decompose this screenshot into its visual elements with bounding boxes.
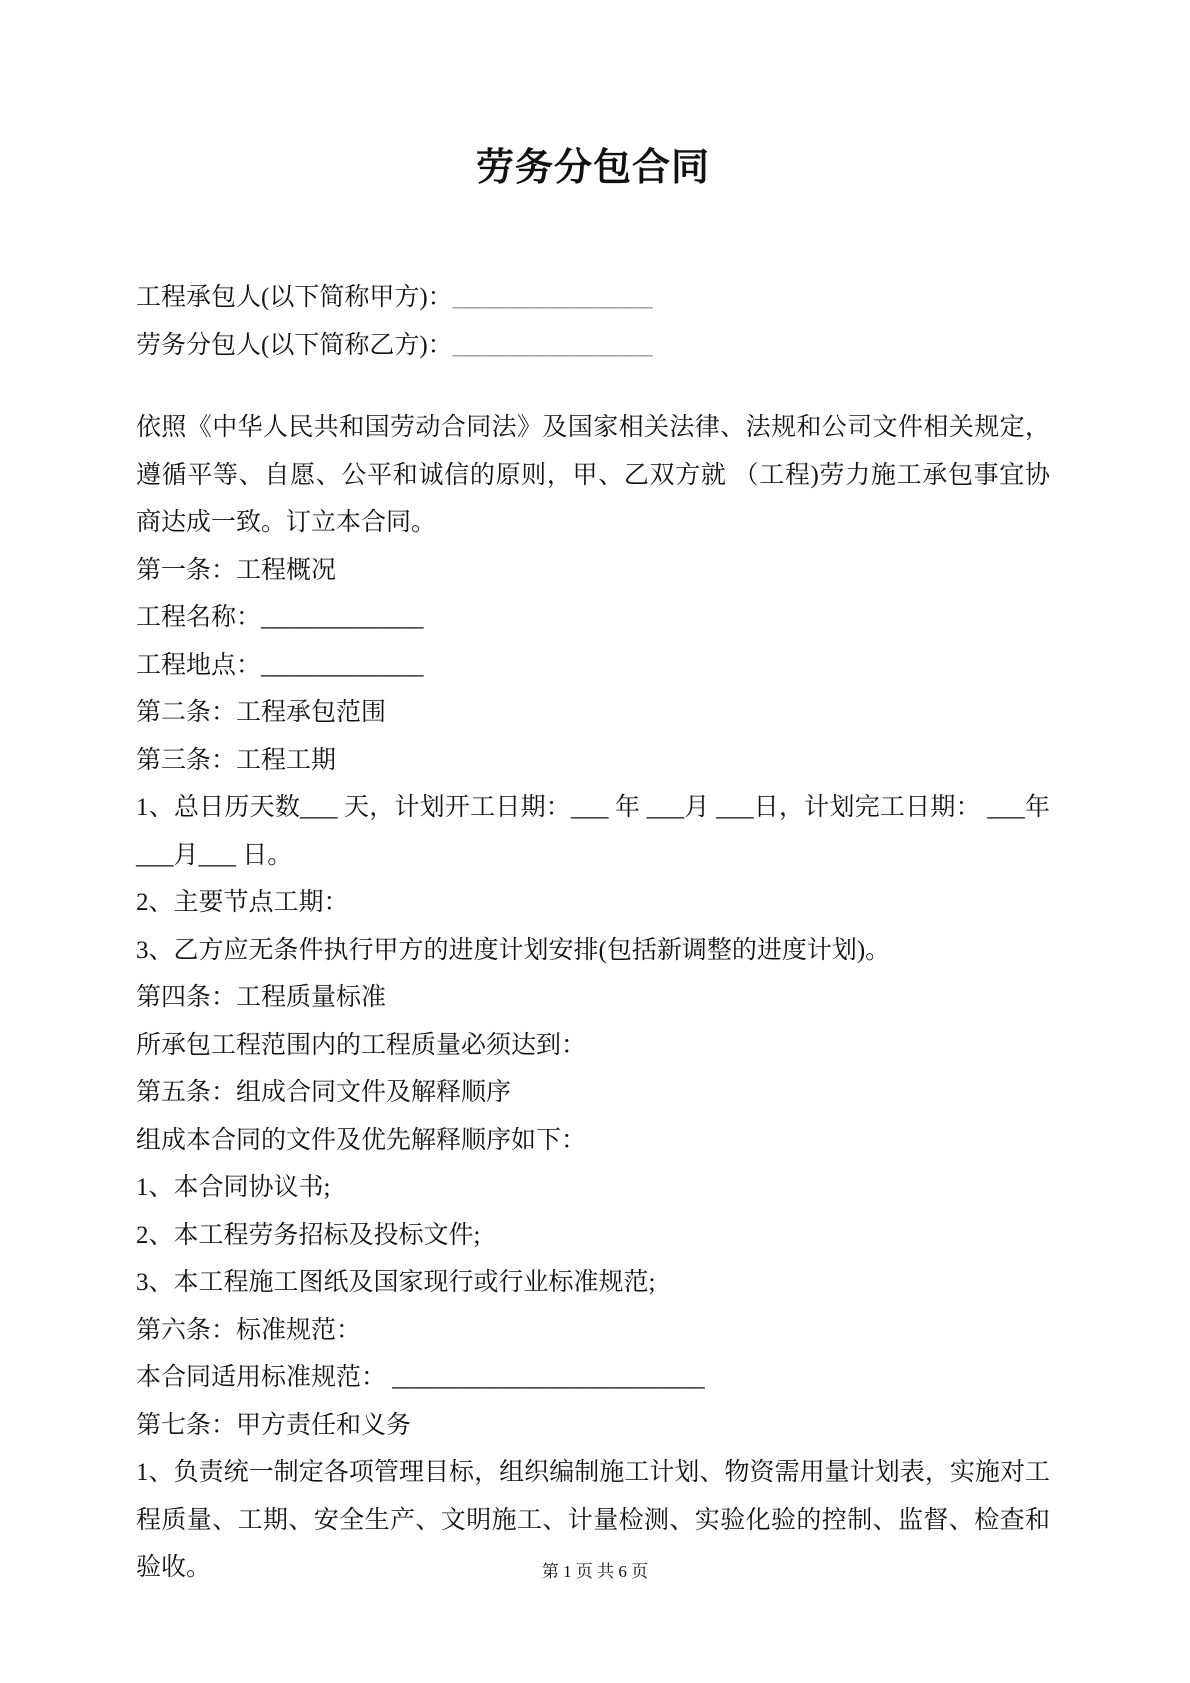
clause-5-item-1: 1、本合同协议书; [136,1174,331,1201]
clause-5-item-2: 2、本工程劳务招标及投标文件; [136,1221,481,1249]
clause-5-text: 组成本合同的文件及优先解释顺序如下： [136,1126,587,1154]
party-b-label: 劳务分包人(以下简称乙方)： [136,331,453,359]
clause-7-item-1: 1、负责统一制定各项管理目标，组织编制施工计划、物资需用量计划表，实施对工程质量、工期、安全生产、文明施工、计量检测、实验化验的控制、监督、检查和验收。 [136,1459,1050,1581]
clause-4-heading: 第四条：工程质量标准 [136,984,387,1011]
clause-6-heading: 第六条：标准规范： [136,1316,362,1344]
project-location-line: 工程地点：_____________ [136,651,424,679]
clause-3-item-2: 2、主要节点工期： [136,889,349,916]
party-a-line [136,274,1050,322]
party-a-blank-field: ________________ [452,284,653,311]
clause-3-item-1: 1、总日历天数___ 天，计划开工日期：___ 年 ___月 ___日，计划完工日期： ___年 ___月___ 日。 [136,794,1050,869]
clause-5-item-3: 3、本工程施工图纸及国家现行或行业标准规范; [136,1269,656,1296]
page-footer [0,1560,1190,1584]
document-title: 劳务分包合同 [475,147,710,189]
clause-4-text: 所承包工程范围内的工程质量必须达到： [136,1031,587,1059]
parties-section [136,274,1050,369]
contract-body [136,404,1050,1592]
document-content [136,0,1050,1592]
clause-1-heading: 第一条：工程概况 [136,556,337,584]
party-a-label: 工程承包人(以下简称甲方)： [136,284,453,311]
project-name-line: 工程名称：_____________ [136,604,424,631]
clause-3-heading: 第三条：工程工期 [136,746,337,774]
preamble-paragraph: 依照《中华人民共和国劳动合同法》及国家相关法律、法规和公司文件相关规定，遵循平等、自愿、公平和诚信的原则，甲、乙双方就 （工程)劳力施工承包事宜协商达成一致。订立本合同。 [136,414,1050,536]
clause-6-standard-line: 本合同适用标准规范： _________________________ [136,1364,705,1391]
party-b-blank-field: ________________ [452,331,653,359]
clause-5-heading: 第五条：组成合同文件及解释顺序 [136,1079,512,1106]
party-b-line [136,322,1050,370]
clause-3-item-3: 3、乙方应无条件执行甲方的进度计划安排(包括新调整的进度计划)。 [136,936,891,964]
clause-2-heading: 第二条：工程承包范围 [136,699,387,726]
clause-7-heading: 第七条：甲方责任和义务 [136,1411,412,1439]
page-number-indicator: 第 1 页 共 6 页 [541,1562,649,1581]
